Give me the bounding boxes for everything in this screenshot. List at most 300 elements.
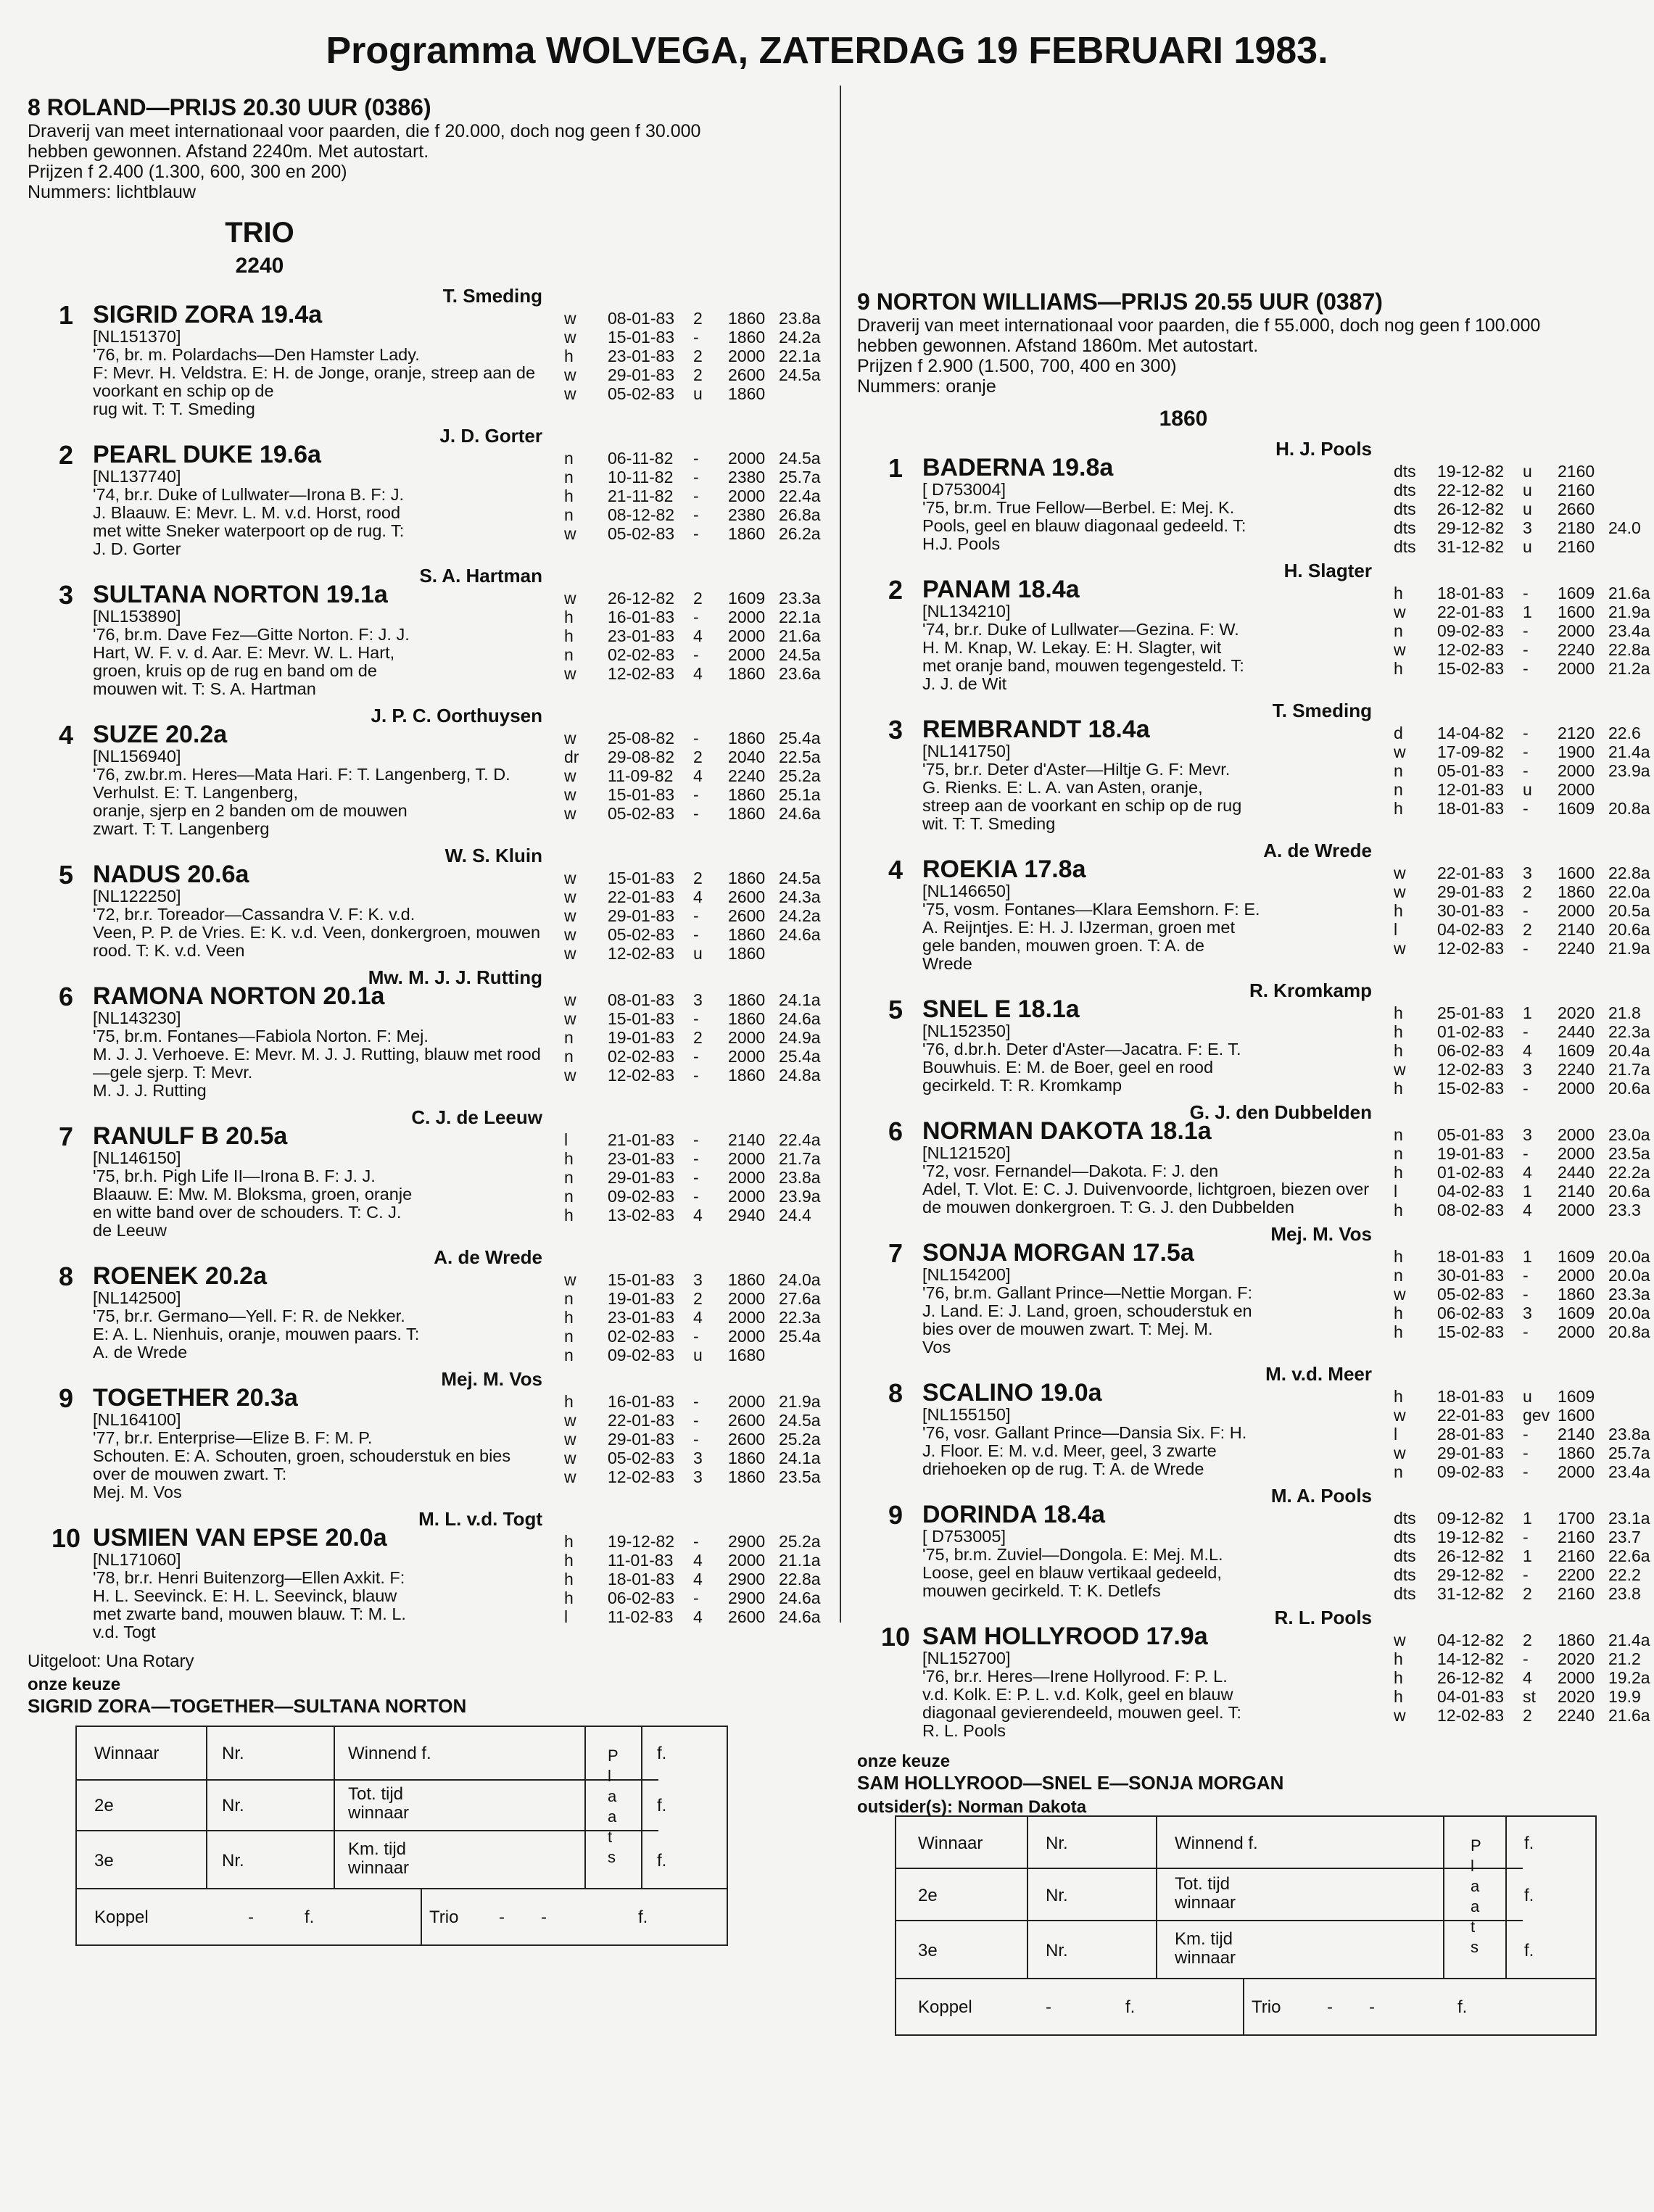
horse-desc-line: de Leeuw — [93, 1221, 167, 1240]
result-place: - — [693, 906, 699, 925]
result-row — [564, 869, 837, 887]
horse-desc-line: A. de Wrede — [93, 1343, 188, 1362]
horse-id: [NL164100] — [93, 1410, 181, 1429]
horse-id: [NL151370] — [93, 327, 181, 346]
horse-desc-line: '72, vosr. Fernandel—Dakota. F: J. den — [922, 1161, 1219, 1180]
result-date: 12-02-83 — [608, 664, 675, 683]
horse-name: RAMONA NORTON 20.1a — [93, 982, 385, 1010]
result-place: - — [1523, 1649, 1529, 1668]
horse-trainer: H. J. Pools — [1275, 438, 1372, 460]
horse-entry — [888, 840, 1650, 973]
result-row — [564, 887, 837, 906]
horse-description — [93, 1307, 542, 1362]
horse-description — [922, 900, 1372, 973]
result-place: 1 — [1523, 1003, 1532, 1022]
result-distance: 2020 — [1558, 1687, 1595, 1706]
horse-trainer: A. de Wrede — [1263, 840, 1372, 861]
result-track: w — [564, 1270, 576, 1289]
horse-name: SAM HOLLYROOD 17.9a — [922, 1623, 1208, 1650]
horse-desc-line: '76, br.m. Dave Fez—Gitte Norton. F: J. J. — [93, 625, 410, 644]
horse-desc-line: Mej. M. Vos — [93, 1483, 182, 1501]
horse-desc-line: '75, br.m. True Fellow—Berbel. E: Mej. K. — [922, 498, 1235, 517]
horse-entry — [58, 966, 825, 1100]
horse-description — [93, 906, 542, 960]
result-date: 01-02-83 — [1437, 1022, 1505, 1041]
result-row — [1394, 621, 1654, 640]
result-track: l — [564, 1607, 568, 1626]
result-date: 18-01-83 — [1437, 1247, 1505, 1266]
result-row — [1394, 500, 1654, 518]
result-place: - — [693, 608, 699, 626]
result-row — [1394, 742, 1654, 761]
result-date: 11-02-83 — [608, 1607, 674, 1626]
horse-results — [564, 729, 837, 823]
result-place: - — [693, 645, 699, 664]
result-track: h — [1394, 1304, 1403, 1322]
result-distance: 1900 — [1558, 742, 1595, 761]
result-time: 23.8a — [1608, 1425, 1650, 1443]
result-time: 22.2a — [1608, 1163, 1650, 1182]
result-distance: 2020 — [1558, 1003, 1595, 1022]
result-time: 22.2 — [1608, 1565, 1641, 1584]
result-date: 17-09-82 — [1437, 742, 1505, 761]
result-row — [564, 505, 837, 524]
horse-entry — [888, 1223, 1650, 1356]
result-distance: 2440 — [1558, 1022, 1595, 1041]
horse-desc-line: '74, br.r. Duke of Lullwater—Gezina. F: W. — [922, 620, 1239, 639]
horse-desc-line: Vos — [922, 1338, 951, 1356]
result-place: u — [693, 944, 703, 963]
horse-id: [NL134210] — [922, 602, 1011, 621]
result-row — [1394, 1041, 1654, 1060]
result-date: 11-01-83 — [608, 1551, 674, 1570]
result-track: w — [1394, 939, 1406, 958]
horse-id: [NL142500] — [93, 1288, 181, 1307]
result-row — [564, 785, 837, 804]
result-date: 11-09-82 — [608, 766, 674, 785]
result-time: 22.5a — [779, 747, 821, 766]
horse-desc-line: gecirkeld. T: R. Kromkamp — [922, 1076, 1122, 1095]
result-distance: 1860 — [728, 944, 766, 963]
horse-id: [NL156940] — [93, 747, 181, 766]
horse-desc-line: '76, vosr. Gallant Prince—Dansia Six. F: H. — [922, 1423, 1247, 1442]
result-row — [1394, 537, 1654, 556]
result-distance: 1860 — [1558, 1631, 1595, 1649]
result-track: h — [1394, 1668, 1403, 1687]
result-time: 23.3a — [779, 589, 821, 608]
result-track: w — [564, 1009, 576, 1028]
result-distance: 2940 — [728, 1206, 766, 1225]
result-row — [564, 944, 837, 963]
result-time: 23.8a — [779, 1168, 821, 1187]
horse-results — [1394, 863, 1654, 958]
column-divider — [840, 86, 841, 1623]
horse-name: NADUS 20.6a — [93, 861, 249, 888]
result-row — [564, 766, 837, 785]
horse-entry — [880, 1607, 1650, 1740]
result-date: 22-01-83 — [1437, 1406, 1505, 1425]
result-time: 24.1a — [779, 990, 821, 1009]
horse-desc-line: '77, br.r. Enterprise—Elize B. F: M. P. — [93, 1428, 373, 1447]
horse-results — [1394, 1509, 1654, 1603]
result-distance: 2000 — [1558, 1668, 1595, 1687]
result-date: 16-01-83 — [608, 608, 675, 626]
result-row — [1394, 863, 1654, 882]
result-track: w — [1394, 1285, 1406, 1304]
result-place: - — [693, 1168, 699, 1187]
result-time: 22.3a — [779, 1308, 821, 1327]
horse-description — [93, 1429, 542, 1501]
horse-trainer: G. J. den Dubbelden — [1189, 1101, 1372, 1123]
horse-trainer: S. A. Hartman — [419, 565, 542, 587]
result-track: w — [564, 309, 576, 328]
result-row — [1394, 1443, 1654, 1462]
result-date: 09-02-83 — [608, 1346, 675, 1364]
horse-desc-line: '76, d.br.h. Deter d'Aster—Jacatra. F: E. T. — [922, 1040, 1241, 1059]
result-time: 24.5a — [779, 449, 821, 468]
result-time: 22.8a — [1608, 640, 1650, 659]
result-time: 25.7a — [779, 468, 821, 486]
horse-number: 8 — [888, 1378, 904, 1408]
horse-entry — [888, 438, 1641, 556]
result-time: 24.6a — [779, 1588, 821, 1607]
result-track: n — [564, 1346, 574, 1364]
result-date: 26-12-82 — [608, 589, 675, 608]
horse-results — [564, 449, 837, 543]
f-label: f. — [1125, 1997, 1136, 2017]
horse-trainer: Mej. M. Vos — [1270, 1223, 1372, 1245]
result-time — [779, 944, 837, 963]
horse-desc-line: M. J. J. Rutting — [93, 1081, 207, 1100]
horse-desc-line: H. L. Seevinck. E: H. L. Seevinck, blauw — [93, 1586, 397, 1605]
f-label: f. — [657, 1796, 667, 1815]
result-track: h — [1394, 659, 1403, 678]
horse-desc-line: F: Mevr. H. Veldstra. E: H. de Jonge, oranje, streep aan de voorkant en schip op de — [93, 363, 536, 400]
horse-desc-line: mouwen wit. T: S. A. Hartman — [93, 679, 316, 698]
result-track: n — [564, 1187, 574, 1206]
result-distance: 1860 — [728, 869, 766, 887]
result-distance: 2160 — [1558, 1546, 1595, 1565]
result-track: h — [1394, 1079, 1403, 1098]
result-date: 31-12-82 — [1437, 1584, 1505, 1603]
result-distance: 1860 — [728, 328, 766, 347]
result-time: 21.2 — [1608, 1649, 1641, 1668]
horse-results — [564, 1130, 837, 1225]
result-track: h — [1394, 1322, 1403, 1341]
result-place: 1 — [1523, 1509, 1532, 1528]
horse-trainer: A. de Wrede — [434, 1246, 542, 1268]
result-place: - — [693, 328, 699, 347]
result-distance: 1860 — [728, 990, 766, 1009]
horse-list — [51, 285, 825, 1641]
result-date: 04-12-82 — [1437, 1631, 1505, 1649]
f-label: f. — [657, 1744, 667, 1763]
result-row — [1394, 462, 1654, 481]
horse-desc-line: '76, br.r. Heres—Irene Hollyrood. F: P. L. — [922, 1667, 1228, 1686]
result-place: - — [1523, 799, 1529, 818]
horse-id: [NL146650] — [922, 882, 1011, 900]
horse-description — [922, 1546, 1372, 1600]
result-place: 2 — [1523, 1706, 1532, 1725]
result-place: 4 — [693, 1308, 703, 1327]
result-distance: 2120 — [1558, 724, 1595, 742]
horse-number: 1 — [888, 453, 904, 483]
horse-results — [564, 869, 837, 963]
horse-trainer: M. v.d. Meer — [1265, 1363, 1372, 1385]
result-time: 24.2a — [779, 906, 821, 925]
result-date: 08-01-83 — [608, 309, 675, 328]
result-date: 16-01-83 — [608, 1392, 675, 1411]
result-row — [564, 1467, 837, 1486]
result-date: 05-02-83 — [1437, 1285, 1505, 1304]
horse-trainer: R. Kromkamp — [1249, 979, 1372, 1001]
result-place: - — [1523, 1022, 1529, 1041]
result-place: u — [1523, 1387, 1532, 1406]
result-date: 22-01-83 — [608, 887, 675, 906]
horse-entry — [58, 845, 825, 963]
result-row — [1394, 920, 1654, 939]
uitgeloot: Uitgeloot: Una Rotary — [28, 1652, 194, 1671]
trio-label: TRIO — [225, 217, 294, 249]
horse-number: 7 — [58, 1122, 74, 1151]
result-distance: 1860 — [728, 729, 766, 747]
result-place: 3 — [1523, 1304, 1532, 1322]
result-date: 28-01-83 — [1437, 1425, 1505, 1443]
horse-name: PANAM 18.4a — [922, 576, 1080, 603]
horse-number: 10 — [880, 1622, 911, 1652]
horse-desc-line: A. Reijntjes. E: H. J. IJzerman, groen met — [922, 918, 1235, 937]
result-row — [564, 1206, 837, 1225]
result-place: - — [693, 925, 699, 944]
result-distance: 2000 — [1558, 1462, 1595, 1481]
winnaar-label: Winnaar — [94, 1744, 160, 1763]
result-row — [564, 1270, 837, 1289]
horse-description — [93, 1569, 542, 1641]
horse-trainer: M. A. Pools — [1270, 1485, 1372, 1507]
horse-entry — [888, 700, 1650, 833]
race-9 — [857, 289, 1650, 1818]
horse-trainer: C. J. de Leeuw — [411, 1106, 542, 1128]
horse-entry — [58, 1246, 825, 1364]
result-date: 14-12-82 — [1437, 1649, 1505, 1668]
result-track: n — [1394, 761, 1403, 780]
result-time: 24.5a — [779, 1411, 821, 1430]
result-row — [1394, 1201, 1654, 1219]
horse-desc-line: diagonaal gevierendeeld, mouwen geel. T: — [922, 1703, 1241, 1722]
horse-description — [93, 346, 542, 418]
result-track: dts — [1394, 1509, 1416, 1528]
result-place: - — [1523, 1144, 1529, 1163]
result-time: 22.8a — [779, 1570, 821, 1588]
result-place: - — [1523, 1528, 1529, 1546]
result-place: 3 — [1523, 863, 1532, 882]
horse-results — [564, 309, 837, 403]
horse-desc-line: '76, br. m. Polardachs—Den Hamster Lady. — [93, 345, 420, 364]
horse-desc-line: H. M. Knap, W. Lekay. E: H. Slagter, wit — [922, 638, 1222, 657]
horse-description — [922, 1040, 1372, 1095]
dash: - — [541, 1907, 547, 1927]
result-place: 2 — [1523, 882, 1532, 901]
result-time: 20.0a — [1608, 1266, 1650, 1285]
result-place: - — [1523, 1079, 1529, 1098]
horse-number: 5 — [58, 860, 74, 890]
horse-desc-line: met zwarte band, mouwen blauw. T: M. L. — [93, 1604, 406, 1623]
result-track: n — [564, 1028, 574, 1047]
result-row — [1394, 1406, 1654, 1425]
horse-desc-line: met oranje band, mouwen tegengesteld. T: — [922, 656, 1244, 675]
result-track: h — [564, 1588, 574, 1607]
result-date: 09-12-82 — [1437, 1509, 1505, 1528]
result-date: 12-02-83 — [1437, 1706, 1505, 1725]
result-time: 22.1a — [779, 347, 821, 365]
result-row — [1394, 1079, 1654, 1098]
result-track: w — [1394, 640, 1406, 659]
horse-desc-line: rug wit. T: T. Smeding — [93, 399, 255, 418]
result-track: n — [564, 1168, 574, 1187]
result-distance: 2000 — [728, 1187, 766, 1206]
result-place: - — [693, 449, 699, 468]
result-row — [564, 1047, 837, 1066]
f-label: f. — [638, 1907, 648, 1927]
result-track: n — [1394, 780, 1403, 799]
result-time: 24.5a — [779, 365, 821, 384]
result-date: 19-01-83 — [608, 1028, 675, 1047]
result-track: h — [1394, 1687, 1403, 1706]
result-time: 23.5a — [1608, 1144, 1650, 1163]
result-row — [564, 1028, 837, 1047]
horse-description — [93, 766, 542, 838]
f-label: f. — [1457, 1997, 1468, 2017]
result-row — [1394, 640, 1654, 659]
result-date: 29-01-83 — [608, 1430, 675, 1449]
horse-number: 9 — [888, 1500, 904, 1530]
nr-label: Nr. — [1046, 1886, 1068, 1905]
result-place: 4 — [1523, 1201, 1532, 1219]
result-place: 1 — [1523, 1546, 1532, 1565]
result-date: 01-02-83 — [1437, 1163, 1505, 1182]
result-place: 2 — [693, 1289, 703, 1308]
result-date: 30-01-83 — [1437, 901, 1505, 920]
result-date: 04-02-83 — [1437, 1182, 1505, 1201]
result-place: - — [1523, 1322, 1529, 1341]
result-time: 25.2a — [779, 1532, 821, 1551]
result-row — [564, 1168, 837, 1187]
result-track: w — [564, 328, 576, 347]
result-track: n — [1394, 1144, 1403, 1163]
horse-entry — [888, 1101, 1650, 1219]
horse-description — [922, 1424, 1372, 1478]
result-row — [564, 1588, 837, 1607]
result-date: 05-02-83 — [608, 804, 675, 823]
tot-tijd-label: Tot. tijd winnaar — [348, 1784, 410, 1823]
result-row — [1394, 1304, 1654, 1322]
result-row — [1394, 1022, 1654, 1041]
result-distance: 1600 — [1558, 1406, 1595, 1425]
result-track: w — [564, 1430, 576, 1449]
horse-id: [NL171060] — [93, 1550, 181, 1569]
tweede-label: 2e — [94, 1796, 114, 1815]
result-time: 22.0a — [1608, 882, 1650, 901]
result-track: n — [1394, 1266, 1403, 1285]
result-distance: 2240 — [728, 766, 766, 785]
result-time: 23.9a — [1608, 761, 1650, 780]
result-place: 3 — [693, 1449, 703, 1467]
result-date: 15-01-83 — [608, 869, 675, 887]
result-distance: 1860 — [728, 384, 766, 403]
result-distance: 2140 — [1558, 1182, 1595, 1201]
result-date: 29-01-83 — [1437, 1443, 1505, 1462]
result-track: h — [1394, 1003, 1403, 1022]
result-place: 4 — [693, 887, 703, 906]
result-time: 24.5a — [779, 869, 821, 887]
horse-results — [564, 990, 837, 1085]
result-distance: 2000 — [728, 486, 766, 505]
horse-name: SNEL E 18.1a — [922, 995, 1080, 1023]
result-row — [1394, 1144, 1654, 1163]
result-distance: 2000 — [1558, 901, 1595, 920]
result-place: - — [693, 1392, 699, 1411]
result-row — [564, 645, 837, 664]
result-row — [1394, 1266, 1654, 1285]
horse-id: [NL153890] — [93, 607, 181, 626]
result-place: gev — [1523, 1406, 1550, 1425]
horse-number: 4 — [888, 855, 904, 885]
result-place: - — [1523, 761, 1529, 780]
result-row — [1394, 584, 1654, 602]
result-distance: 1609 — [1558, 1041, 1595, 1060]
horse-desc-line: '75, br.h. Pigh Life II—Irona B. F: J. J. — [93, 1167, 376, 1185]
result-time: 23.8a — [779, 309, 821, 328]
result-row — [564, 1430, 837, 1449]
result-track: n — [564, 1289, 574, 1308]
result-time: 25.7a — [1608, 1443, 1650, 1462]
horse-number: 5 — [888, 995, 904, 1024]
result-time: 25.4a — [779, 1327, 821, 1346]
result-date: 05-02-83 — [608, 524, 675, 543]
horse-results — [564, 1270, 837, 1364]
result-place: - — [1523, 1462, 1529, 1481]
result-track: n — [564, 1047, 574, 1066]
horse-name: NORMAN DAKOTA 18.1a — [922, 1117, 1212, 1145]
result-distance: 1860 — [728, 1449, 766, 1467]
result-time: 22.4a — [779, 1130, 821, 1149]
result-date: 09-02-83 — [608, 1187, 675, 1206]
result-date: 21-11-82 — [608, 486, 674, 505]
dash: - — [248, 1907, 254, 1927]
result-track: w — [564, 906, 576, 925]
horse-desc-line: v.d. Kolk. E: P. L. v.d. Kolk, geel en blauw — [922, 1685, 1233, 1704]
result-row — [564, 906, 837, 925]
horse-desc-line: M. J. J. Verhoeve. E: Mevr. M. J. J. Rutting, blauw met rood—gele sjerp. T: Mevr. — [93, 1045, 541, 1082]
result-row — [564, 589, 837, 608]
horse-results — [564, 1532, 837, 1626]
horse-trainer: Mej. M. Vos — [441, 1368, 542, 1390]
result-time: 20.6a — [1608, 1079, 1650, 1098]
result-distance: 2900 — [728, 1570, 766, 1588]
result-time: 23.3a — [1608, 1285, 1650, 1304]
result-distance: 2240 — [1558, 939, 1595, 958]
result-place: 2 — [693, 747, 703, 766]
horse-trainer: M. L. v.d. Togt — [418, 1508, 542, 1530]
horse-number: 3 — [58, 580, 74, 610]
result-time: 21.4a — [1608, 742, 1650, 761]
horse-desc-line: v.d. Togt — [93, 1623, 156, 1641]
result-track: w — [564, 1066, 576, 1085]
result-place: - — [1523, 621, 1529, 640]
result-place: u — [1523, 537, 1532, 556]
result-row — [564, 1607, 837, 1626]
result-distance: 2000 — [728, 626, 766, 645]
